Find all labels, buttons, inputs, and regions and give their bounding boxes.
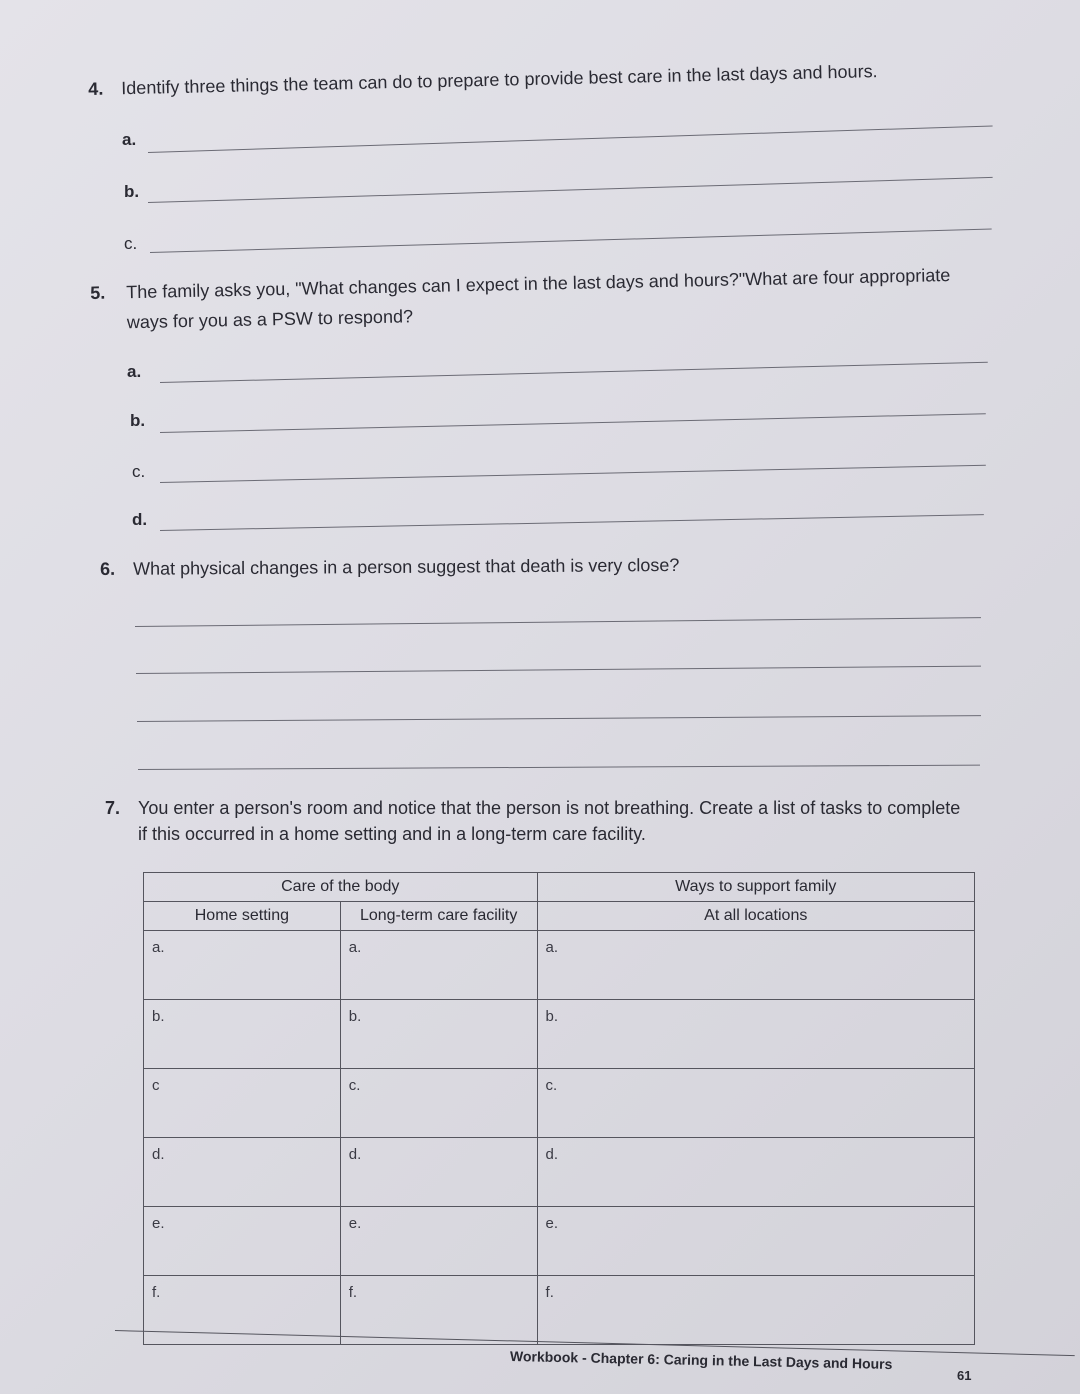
question-number: 6.	[100, 558, 116, 579]
cell-home[interactable]: d.	[144, 1138, 341, 1207]
subheader-all-locations: At all locations	[537, 902, 974, 931]
option-label: a.	[122, 130, 137, 149]
table-subheader-row	[144, 902, 975, 931]
question-text-line-2: ways for you as a PSW to respond?	[126, 306, 414, 333]
answer-line[interactable]	[137, 715, 981, 722]
cell-family[interactable]: d.	[537, 1138, 974, 1207]
answer-line[interactable]	[136, 666, 981, 674]
cell-ltc[interactable]: b.	[340, 1000, 537, 1069]
header-care-of-body: Care of the body	[144, 873, 538, 902]
cell-family[interactable]: e.	[537, 1207, 974, 1276]
table-row	[144, 1138, 975, 1207]
option-label: c.	[124, 234, 138, 253]
cell-ltc[interactable]: a.	[340, 931, 537, 1000]
cell-family[interactable]: a.	[537, 931, 974, 1000]
header-ways-to-support-family: Ways to support family	[537, 873, 974, 902]
option-label: b.	[124, 182, 140, 201]
option-label: a.	[127, 362, 142, 381]
answer-line[interactable]	[150, 228, 992, 253]
answer-line[interactable]	[160, 413, 986, 433]
cell-ltc[interactable]: e.	[340, 1207, 537, 1276]
answer-line[interactable]	[148, 125, 993, 153]
subheader-long-term-care: Long-term care facility	[340, 902, 537, 931]
page-number: 61	[957, 1368, 972, 1383]
cell-home[interactable]: e.	[144, 1207, 341, 1276]
cell-ltc[interactable]: d.	[340, 1138, 537, 1207]
option-label: b.	[130, 411, 146, 430]
cell-home[interactable]: f.	[144, 1276, 341, 1345]
answer-line[interactable]	[138, 765, 980, 770]
cell-ltc[interactable]: f.	[340, 1276, 537, 1345]
cell-family[interactable]: b.	[537, 1000, 974, 1069]
cell-home[interactable]: b.	[144, 1000, 341, 1069]
table-row	[144, 1207, 975, 1276]
cell-home[interactable]: a.	[144, 931, 341, 1000]
answer-line[interactable]	[160, 465, 986, 483]
option-label: c.	[132, 462, 146, 481]
answer-line[interactable]	[135, 617, 981, 627]
answer-line[interactable]	[148, 177, 993, 203]
table-row	[144, 1000, 975, 1069]
question-number: 5.	[90, 282, 106, 303]
question-number: 4.	[88, 78, 104, 99]
question-text-line-1: The family asks you, "What changes can I expect in the last days and hours?"What are four appropriate	[126, 264, 951, 303]
question-text: Identify three things the team can do to prepare to provide best care in the last days and hours.	[121, 61, 878, 99]
question-text: What physical changes in a person suggest that death is very close?	[133, 554, 680, 579]
answer-line[interactable]	[160, 362, 988, 383]
cell-home[interactable]: c	[144, 1069, 341, 1138]
footer-chapter-title: Workbook - Chapter 6: Caring in the Last Days and Hours	[509, 1348, 893, 1373]
tasks-table	[143, 872, 975, 1345]
option-label: d.	[132, 510, 148, 529]
table-row	[144, 1069, 975, 1138]
cell-family[interactable]: f.	[537, 1276, 974, 1345]
cell-family[interactable]: c.	[537, 1069, 974, 1138]
subheader-home-setting: Home setting	[144, 902, 341, 931]
cell-ltc[interactable]: c.	[340, 1069, 537, 1138]
question-number: 7.	[105, 798, 121, 818]
question-text-line-2: if this occurred in a home setting and in a long-term care facility.	[138, 824, 646, 844]
table-row	[144, 931, 975, 1000]
question-text-line-1: You enter a person's room and notice that the person is not breathing. Create a list of tasks to complete	[138, 798, 961, 818]
answer-line[interactable]	[160, 514, 984, 531]
table-header-row	[144, 873, 975, 902]
